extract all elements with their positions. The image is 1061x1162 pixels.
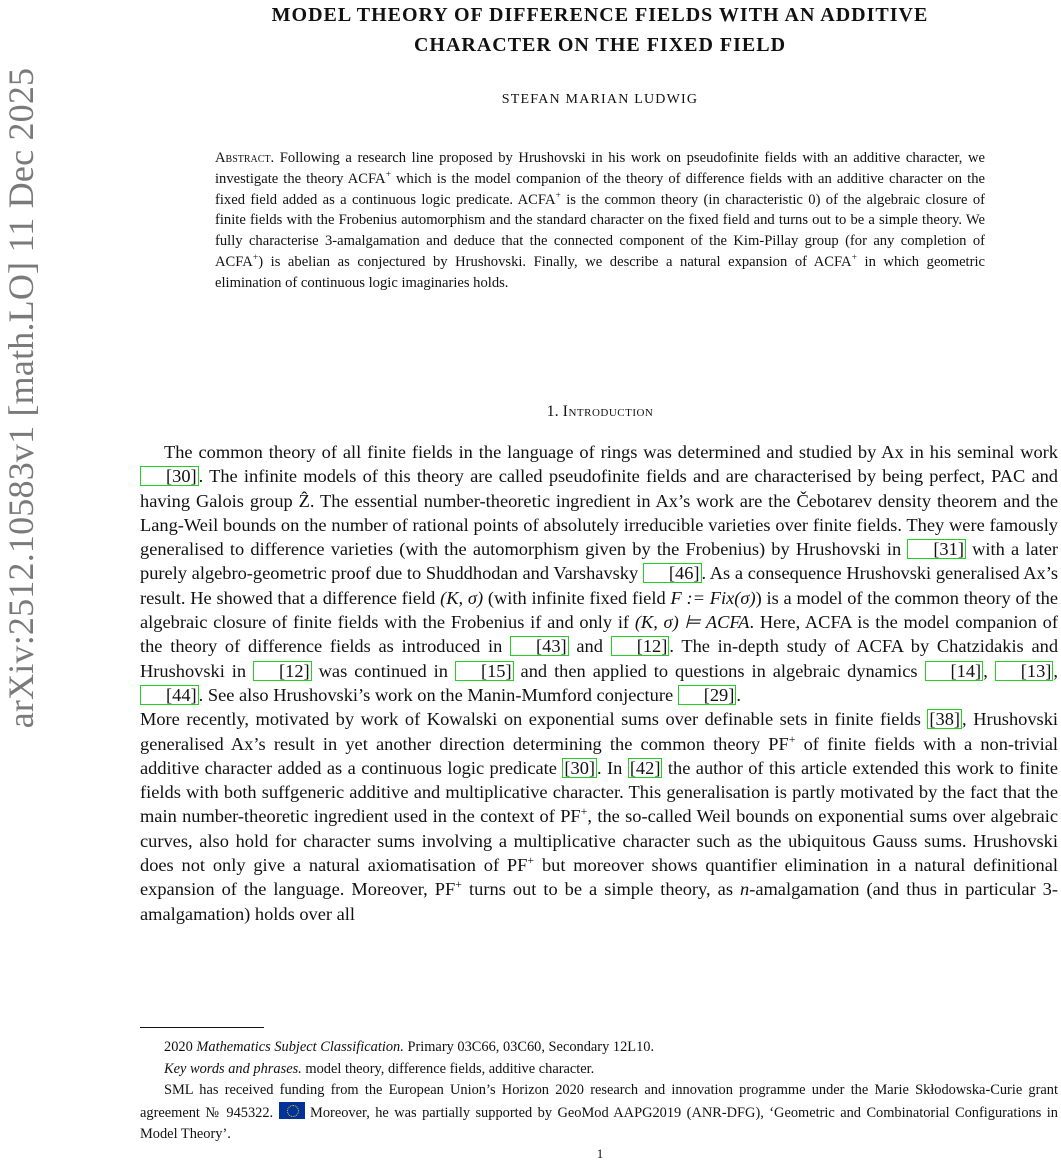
- eu-flag-icon: [279, 1102, 305, 1119]
- footnote-msc: 2020 Mathematics Subject Classification. Primary 03C66, 03C60, Secondary 12L10.: [164, 1039, 655, 1055]
- citation-link[interactable]: [14]: [925, 661, 984, 681]
- citation-link[interactable]: [38]: [929, 709, 961, 730]
- footnote-rule: [140, 1027, 264, 1028]
- citation-link[interactable]: [42]: [629, 757, 661, 778]
- footnotes: [140, 1037, 1058, 1146]
- citation-link[interactable]: [46]: [643, 563, 702, 583]
- footnote-keywords: Key words and phrases. model theory, difference fields, additive character.: [164, 1060, 595, 1077]
- footnote-funding: SML has received funding from the European Union’s Horizon 2020 research and innovation programme under the Marie Skłodowska-Curie grant agreement № 945322. Moreover, he was partially supported by GeoMod AAPG2019 (ANR-DFG), ‘Geometric and Combinatorial Configurations in Model Theory’.: [140, 1082, 1058, 1142]
- introduction-text: [140, 440, 1058, 926]
- citation-link[interactable]: [15]: [455, 661, 514, 681]
- title-line-1: MODEL THEORY OF DIFFERENCE FIELDS WITH AN ADDITIVE: [271, 4, 929, 26]
- citation-link[interactable]: [29]: [678, 685, 737, 705]
- abstract: Abstract. Following a research line proposed by Hrushovski in his work on pseudofinite fields with an additive character, we investigate the theory ACFA+ which is the model companion of the theory of difference fields with an additive character on the fixed field added as a continuous logic predicate. ACFA+ is the common theory (in characteristic 0) of the algebraic closure of finite fields with the Frobenius automorphism and the standard character on the fixed field and turns out to be a simple theory. We fully characterise 3-amalgamation and deduce that the connected component of the Kim-Pillay group (for any completion of ACFA+) is abelian as conjectured by Hrushovski. Finally, we describe a natural expansion of ACFA+ in which geometric elimination of continuous logic imaginaries holds.: [215, 150, 985, 291]
- arxiv-id: arXiv:2512.10583v1 [math.LO] 11 Dec 2025: [1, 67, 41, 729]
- citation-link[interactable]: [44]: [140, 685, 199, 705]
- page-number: 1: [596, 1146, 604, 1161]
- citation-link[interactable]: [30]: [564, 757, 596, 778]
- intro-paragraph-2: More recently, motivated by work of Kowalski on exponential sums over definable sets in finite fields [38] , Hrushovski generalised Ax’s result in yet another direction determining the common theory PF+ of finite fields with a non-trivial additive character added as a continuous logic predicate [30] . In [42] the author of this article extended this work to finite fields with both suffgeneric additive and multiplicative character. This generalisation is partly motivated by the fact that the main number-theoretic ingredient used in the context of PF+, the so-called Weil bounds on exponential sums over algebraic curves, also hold for character sums involving a multiplicative character such as the ubiquitous Gauss sums. Hrushovski does not only give a natural axiomatisation of PF+ but moreover shows quantifier elimination in a natural definitional expansion of the language. Moreover, PF+ turns out to be a simple theory, as n-amalgamation (and thus in particular 3-amalgamation) holds over all: [140, 709, 1058, 924]
- citation-link[interactable]: [43]: [510, 636, 569, 656]
- citation-link[interactable]: [31]: [907, 539, 966, 559]
- abstract-label: Abstract.: [215, 150, 275, 166]
- arxiv-sidebar-stamp: [1, 67, 41, 729]
- section-number: 1.: [546, 403, 559, 420]
- title-line-2: CHARACTER ON THE FIXED FIELD: [413, 34, 787, 56]
- paper-title: [140, 0, 1060, 60]
- citation-link[interactable]: [12]: [253, 661, 312, 681]
- citation-link[interactable]: [13]: [995, 661, 1054, 681]
- citation-link[interactable]: [30]: [140, 466, 199, 486]
- intro-paragraph-1: The common theory of all finite fields in the language of rings was determined and studied by Ax in his seminal work [30] . The infinite models of this theory are called pseudofinite fields and are characterised by being perfect, PAC and having Galois group Ẑ. The essential number-theoretic ingredient in Ax’s work are the Čebotarev density theorem and the Lang-Weil bounds on the number of rational points of absolutely irreducible varieties over finite fields. They were famously generalised to difference varieties (with the automorphism given by the Frobenius) by Hrushovski in [31] with a later purely algebro-geometric proof due to Shuddhodan and Varshavsky [46] . As a consequence Hrushovski generalised Ax’s result. He showed that a difference field (K, σ) (with infinite fixed field F := Fix(σ)) is a model of the common theory of the algebraic closure of finite fields with the Frobenius if and only if (K, σ) ⊨ ACFA. Here, ACFA is the model companion of the theory of difference fields as introduced in [43] and [12] . The in-depth study of ACFA by Chatzidakis and Hrushovski in [12] was continued in [15] and then applied to questions in algebraic dynamics [14] , [13] , [44] . See also Hrushovski’s work on the Manin-Mumford conjecture [29] .: [140, 442, 1059, 705]
- author-name: STEFAN MARIAN LUDWIG: [501, 92, 699, 107]
- section-heading: [140, 403, 1060, 421]
- section-title: Introduction: [562, 403, 654, 420]
- citation-link[interactable]: [12]: [611, 636, 670, 656]
